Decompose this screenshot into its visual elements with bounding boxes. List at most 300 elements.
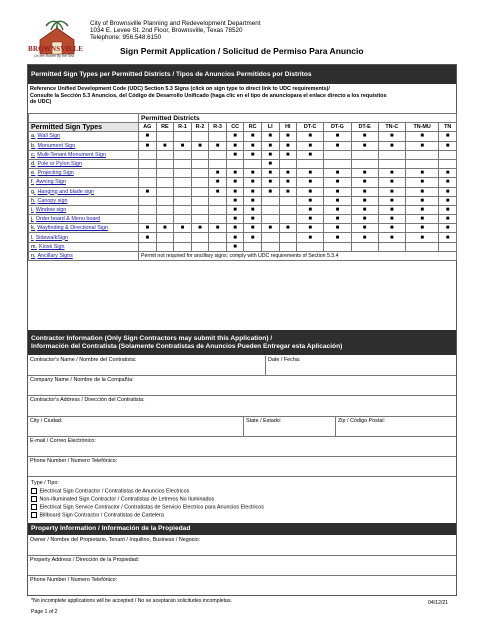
table-row [29, 159, 457, 168]
empty-cell [156, 132, 174, 141]
empty-cell [261, 233, 279, 242]
sign-type-letter: d. [31, 161, 36, 168]
checkbox[interactable] [31, 512, 37, 518]
logo-name: BROWNSVILLE [28, 45, 84, 53]
empty-cell [174, 178, 192, 187]
empty-cell [191, 242, 209, 251]
permitted-mark: ■ [297, 169, 324, 178]
sign-type-link[interactable] [29, 205, 139, 214]
property-address-field[interactable]: Property Address / Dirección de la Propiedad: [28, 556, 456, 576]
empty-cell [439, 159, 457, 168]
permitted-mark: ■ [439, 178, 457, 187]
empty-cell [191, 159, 209, 168]
state-field[interactable]: State / Estado: [243, 417, 335, 437]
district-header-re: RE [156, 123, 174, 132]
sign-type-name: Hanging and blade sign [37, 188, 95, 195]
checkbox[interactable] [31, 504, 37, 510]
permitted-mark: ■ [244, 215, 262, 224]
permitted-mark: ■ [351, 215, 378, 224]
empty-cell [244, 242, 262, 251]
sign-type-link[interactable] [29, 196, 139, 205]
empty-cell [156, 159, 174, 168]
empty-cell [191, 150, 209, 159]
permitted-mark: ■ [261, 150, 279, 159]
permitted-mark: ■ [405, 224, 438, 233]
empty-cell [297, 159, 324, 168]
empty-cell [209, 233, 227, 242]
permitted-mark: ■ [297, 132, 324, 141]
empty-cell [139, 215, 157, 224]
table-row [29, 205, 457, 214]
permitted-mark: ■ [351, 178, 378, 187]
permitted-mark: ■ [297, 196, 324, 205]
permitted-mark: ■ [244, 205, 262, 214]
permitted-mark: ■ [139, 132, 157, 141]
district-header-tn-mu: TN-MU [405, 123, 438, 132]
empty-cell [324, 242, 351, 251]
permitted-mark: ■ [279, 178, 297, 187]
permitted-mark: ■ [191, 224, 209, 233]
reference-line: Consulte la Sección 5.3 Anuncios, del Código de Desarrollo Unificado (haga clic en el tipo de anunciopara el enlace directo a los requisitos [30, 92, 387, 99]
table-row [29, 187, 457, 196]
empty-cell [209, 242, 227, 251]
permitted-mark: ■ [351, 132, 378, 141]
sign-type-name: Order board & Menu board [35, 216, 101, 223]
permitted-mark: ■ [324, 224, 351, 233]
district-header-r-3: R-3 [209, 123, 227, 132]
contractor-section-title: Contractor Information (Only Sign Contractors may submit this Application) / [31, 334, 273, 342]
permitted-mark: ■ [439, 233, 457, 242]
permitted-mark: ■ [405, 187, 438, 196]
permitted-mark: ■ [156, 141, 174, 150]
empty-cell [156, 150, 174, 159]
sign-type-link[interactable] [29, 169, 139, 178]
sign-type-link[interactable] [29, 132, 139, 141]
checkbox[interactable] [31, 496, 37, 502]
permitted-mark: ■ [378, 205, 405, 214]
sign-type-letter: c. [31, 151, 36, 158]
empty-cell [279, 215, 297, 224]
empty-cell [191, 233, 209, 242]
empty-cell [351, 242, 378, 251]
permitted-mark: ■ [279, 187, 297, 196]
permitted-mark: ■ [378, 169, 405, 178]
type-option-electrical[interactable] [31, 488, 189, 495]
logo-tagline: On the Border By the Sea [34, 54, 75, 58]
empty-cell [378, 159, 405, 168]
permitted-mark: ■ [405, 169, 438, 178]
date-field[interactable]: Date / Fecha: [265, 356, 456, 376]
permitted-mark: ■ [139, 224, 157, 233]
type-option-billboard[interactable] [31, 512, 164, 519]
empty-cell [324, 159, 351, 168]
sign-type-link[interactable] [29, 187, 139, 196]
type-option-label: Electrical Sign Contractor / Contratistas de Anuncios Electricos [39, 488, 190, 495]
empty-cell [226, 159, 244, 168]
sign-type-name: Monument Sign [37, 142, 76, 149]
table-row [29, 132, 457, 141]
permitted-mark: ■ [226, 215, 244, 224]
permitted-mark: ■ [405, 141, 438, 150]
sign-type-link[interactable] [29, 150, 139, 159]
permitted-mark: ■ [244, 224, 262, 233]
page-number: Page 1 of 2 [31, 609, 58, 615]
contractor-address-field[interactable]: Contractor's Address / Dirección del Contratista: [28, 396, 456, 417]
permitted-mark: ■ [324, 178, 351, 187]
empty-cell [261, 196, 279, 205]
permitted-mark: ■ [378, 141, 405, 150]
district-header-rc: RC [244, 123, 262, 132]
permitted-mark: ■ [174, 224, 192, 233]
permitted-mark: ■ [378, 187, 405, 196]
empty-cell [139, 169, 157, 178]
reference-line: de UDC) [30, 99, 52, 106]
permitted-mark: ■ [244, 187, 262, 196]
empty-cell [209, 215, 227, 224]
sign-type-letter: l. [31, 234, 34, 241]
permitted-mark: ■ [439, 141, 457, 150]
empty-cell [279, 159, 297, 168]
empty-cell [139, 159, 157, 168]
sign-type-name: Pole or Pylon Sign [37, 161, 82, 168]
permitted-mark: ■ [351, 205, 378, 214]
sign-type-link[interactable] [29, 242, 139, 251]
permitted-mark: ■ [405, 205, 438, 214]
types-column-header: Permitted Sign Types [29, 123, 139, 132]
sign-type-letter: a. [31, 133, 36, 140]
sign-type-name: Wayfinding & Directional Sign [37, 225, 109, 232]
sign-type-link[interactable] [29, 159, 139, 168]
permitted-mark: ■ [139, 233, 157, 242]
type-option-service[interactable] [31, 504, 264, 511]
sign-type-link[interactable] [29, 224, 139, 233]
permitted-mark: ■ [297, 187, 324, 196]
empty-cell [279, 233, 297, 242]
permitted-mark: ■ [405, 215, 438, 224]
empty-cell [244, 159, 262, 168]
permitted-mark: ■ [351, 196, 378, 205]
empty-cell [139, 205, 157, 214]
sign-type-name: Ancillary Signs [37, 252, 73, 259]
district-header-dt-g: DT-G [324, 123, 351, 132]
district-header-hi: HI [279, 123, 297, 132]
city-field[interactable]: City / Ciudad: [28, 417, 243, 437]
dept-line: 1034 E. Levee St. 2nd Floor, Brownsville, Texas 78520 [90, 27, 243, 34]
permitted-mark: ■ [351, 233, 378, 242]
permitted-mark: ■ [439, 187, 457, 196]
permitted-mark: ■ [226, 205, 244, 214]
permitted-mark: ■ [351, 141, 378, 150]
empty-cell [174, 233, 192, 242]
sign-type-letter: e. [31, 170, 36, 177]
permitted-mark: ■ [226, 242, 244, 251]
permitted-mark: ■ [324, 141, 351, 150]
type-option-label: Electrical Sign Service Contractor / Contratistas de Servicio Electrico para Anuncios Electricos [39, 504, 264, 511]
district-header-li: LI [261, 123, 279, 132]
permitted-mark: ■ [261, 132, 279, 141]
sign-type-link[interactable] [29, 178, 139, 187]
table-row [29, 141, 457, 150]
type-label: Type / Tipo: [31, 480, 59, 486]
empty-cell [279, 242, 297, 251]
permitted-mark: ■ [261, 178, 279, 187]
permitted-mark: ■ [297, 215, 324, 224]
empty-cell [439, 150, 457, 159]
permitted-signs-table [28, 113, 457, 261]
permitted-mark: ■ [297, 178, 324, 187]
table-row [29, 224, 457, 233]
district-header-tn-c: TN-C [378, 123, 405, 132]
permitted-mark: ■ [226, 169, 244, 178]
zip-field[interactable]: Zip / Código Postal: [335, 417, 456, 437]
permitted-mark: ■ [378, 196, 405, 205]
districts-group-header: Permitted Districts [139, 114, 457, 123]
contractor-name-field[interactable]: Contractor's Name / Nombre del Contratista: [28, 356, 265, 376]
sign-type-link[interactable] [29, 251, 139, 260]
empty-cell [324, 150, 351, 159]
permitted-mark: ■ [226, 224, 244, 233]
empty-cell [261, 205, 279, 214]
permitted-mark: ■ [324, 132, 351, 141]
permitted-mark: ■ [226, 233, 244, 242]
empty-cell [439, 242, 457, 251]
empty-cell [191, 187, 209, 196]
company-name-field[interactable]: Company Name / Nombre de la Compañía: [28, 376, 456, 396]
table-row-ancillary [29, 251, 457, 260]
empty-cell [191, 169, 209, 178]
permitted-mark: ■ [244, 169, 262, 178]
permitted-mark: ■ [191, 141, 209, 150]
permitted-mark: ■ [279, 132, 297, 141]
table-row [29, 215, 457, 224]
permitted-mark: ■ [351, 169, 378, 178]
empty-cell [191, 205, 209, 214]
district-header-ag: AG [139, 123, 157, 132]
sign-type-name: Multi-Tenant Monument Sign [37, 151, 106, 158]
sign-type-letter: n. [31, 252, 36, 259]
empty-cell [156, 169, 174, 178]
permitted-mark: ■ [297, 141, 324, 150]
empty-cell [378, 150, 405, 159]
permitted-section-title: Permitted Sign Types per Permitted Districts / Tipos de Anuncios Permitidos por Distritos [31, 70, 312, 78]
district-header-r-2: R-2 [191, 123, 209, 132]
permitted-mark: ■ [139, 187, 157, 196]
district-header-dt-c: DT-C [297, 123, 324, 132]
reference-line: Reference Unified Development Code (UDC) Section 5.3 Signs (click on sign type to direct link to UDC requirements)/ [30, 86, 330, 92]
permitted-mark: ■ [378, 224, 405, 233]
permitted-mark: ■ [378, 233, 405, 242]
sign-type-letter: h. [31, 197, 36, 204]
permitted-mark: ■ [405, 178, 438, 187]
permitted-mark: ■ [226, 187, 244, 196]
sign-type-name: Awning Sign [36, 179, 66, 186]
permitted-mark: ■ [324, 215, 351, 224]
permitted-mark: ■ [378, 178, 405, 187]
empty-cell [191, 196, 209, 205]
sign-type-name: Wall Sign [37, 133, 61, 140]
permitted-mark: ■ [244, 178, 262, 187]
permitted-mark: ■ [405, 132, 438, 141]
permitted-mark: ■ [351, 224, 378, 233]
sign-type-name: Kiosk Sign [39, 243, 65, 250]
permitted-mark: ■ [324, 196, 351, 205]
permitted-mark: ■ [279, 169, 297, 178]
permitted-mark: ■ [244, 141, 262, 150]
permitted-mark: ■ [439, 205, 457, 214]
empty-cell [174, 150, 192, 159]
contractor-section-bar [28, 330, 456, 355]
permitted-mark: ■ [324, 205, 351, 214]
permitted-mark: ■ [226, 132, 244, 141]
table-row [29, 150, 457, 159]
district-header-r-1: R-1 [174, 123, 192, 132]
permitted-mark: ■ [439, 224, 457, 233]
sign-type-name: SidewalkSign [35, 234, 69, 241]
empty-cell [261, 242, 279, 251]
empty-cell [191, 178, 209, 187]
permitted-mark: ■ [297, 150, 324, 159]
ancillary-note: Permit not required for ancillary signs; comply with UDC requirements of Section 5.3.4 [139, 251, 457, 260]
revision-date: 04/12/21 [428, 600, 449, 606]
empty-cell [209, 159, 227, 168]
department-info [90, 20, 260, 41]
permitted-mark: ■ [261, 159, 279, 168]
permitted-mark: ■ [209, 187, 227, 196]
permitted-mark: ■ [261, 224, 279, 233]
empty-cell [174, 215, 192, 224]
property-phone-field[interactable]: Phone Number / Numero Telefónico: [30, 577, 118, 583]
empty-cell [156, 242, 174, 251]
permitted-mark: ■ [439, 196, 457, 205]
sign-type-letter: b. [31, 142, 36, 149]
permitted-mark: ■ [405, 196, 438, 205]
dept-line: Telephone: 956.548.6150 [90, 34, 162, 41]
contractor-section-title-es: Información del Contratista (Solamente Contratistas de Anuncios Pueden Entregar esta Aplicación) [31, 342, 343, 350]
type-option-label: Billboard Sign Contractor / Contratistas de Cartelera [39, 512, 164, 519]
permitted-mark: ■ [244, 196, 262, 205]
owner-field[interactable]: Owner / Nombre del Propietario, Tenant / Inquilino, Business / Negocio: [28, 536, 456, 556]
sign-type-letter: g. [31, 188, 36, 195]
type-option-non-illuminated[interactable] [31, 496, 214, 503]
empty-cell [405, 159, 438, 168]
empty-cell [209, 205, 227, 214]
empty-cell [378, 242, 405, 251]
district-header-dt-e: DT-E [351, 123, 378, 132]
permitted-mark: ■ [139, 141, 157, 150]
empty-cell [174, 169, 192, 178]
sign-type-letter: f. [31, 179, 34, 186]
empty-cell [174, 242, 192, 251]
sign-type-link[interactable] [29, 233, 139, 242]
empty-cell [351, 159, 378, 168]
permitted-mark: ■ [261, 187, 279, 196]
permitted-mark: ■ [226, 196, 244, 205]
permitted-mark: ■ [209, 141, 227, 150]
sign-type-letter: k. [31, 225, 36, 232]
empty-cell [191, 132, 209, 141]
permitted-mark: ■ [439, 132, 457, 141]
empty-cell [174, 132, 192, 141]
sign-type-link[interactable] [29, 141, 139, 150]
empty-cell [156, 196, 174, 205]
permitted-mark: ■ [261, 141, 279, 150]
permitted-mark: ■ [351, 187, 378, 196]
table-row [29, 196, 457, 205]
email-field[interactable]: E-mail / Correo Electrónico: [28, 437, 456, 457]
sign-type-letter: j. [31, 216, 34, 223]
empty-cell [156, 205, 174, 214]
permitted-mark: ■ [439, 215, 457, 224]
empty-cell [174, 187, 192, 196]
table-row [29, 178, 457, 187]
empty-cell [139, 242, 157, 251]
permitted-mark: ■ [226, 150, 244, 159]
district-header-cc: CC [226, 123, 244, 132]
permitted-mark: ■ [297, 224, 324, 233]
contractor-phone-field[interactable]: Phone Number / Numero Telefónico: [28, 457, 456, 477]
sign-type-name: Window sign [35, 206, 67, 213]
type-option-label: Non-Illuminated Sign Contractor / Contratistas de Letreros No Iluminados [39, 496, 215, 503]
permitted-mark: ■ [209, 178, 227, 187]
permitted-mark: ■ [378, 132, 405, 141]
empty-cell [191, 215, 209, 224]
types-header-spacer [29, 114, 139, 123]
empty-cell [139, 150, 157, 159]
empty-cell [139, 196, 157, 205]
dept-line: City of Brownsville Planning and Redevelopment Department [90, 20, 261, 27]
empty-cell [297, 242, 324, 251]
empty-cell [156, 178, 174, 187]
permitted-mark: ■ [297, 233, 324, 242]
empty-cell [405, 242, 438, 251]
permitted-mark: ■ [244, 233, 262, 242]
permitted-mark: ■ [174, 141, 192, 150]
permitted-mark: ■ [279, 150, 297, 159]
permitted-mark: ■ [209, 224, 227, 233]
empty-cell [156, 187, 174, 196]
permitted-mark: ■ [279, 224, 297, 233]
permitted-mark: ■ [261, 169, 279, 178]
permitted-mark: ■ [226, 178, 244, 187]
udc-reference [30, 86, 454, 106]
property-section-bar [28, 523, 456, 535]
permitted-mark: ■ [324, 233, 351, 242]
empty-cell [174, 205, 192, 214]
page-title: Sign Permit Application / Solicitud de Permiso Para Anuncio [120, 46, 364, 56]
permitted-mark: ■ [378, 215, 405, 224]
permitted-mark: ■ [324, 187, 351, 196]
property-section-title: Property Information / Información de la Propiedad [31, 525, 191, 532]
empty-cell [156, 215, 174, 224]
sign-type-name: Canopy sign [37, 197, 68, 204]
empty-cell [405, 150, 438, 159]
checkbox[interactable] [31, 488, 37, 494]
sign-type-link[interactable] [29, 215, 139, 224]
permitted-section-bar [28, 65, 456, 84]
permitted-mark: ■ [209, 169, 227, 178]
empty-cell [351, 150, 378, 159]
permitted-mark: ■ [244, 132, 262, 141]
permitted-mark: ■ [279, 141, 297, 150]
permitted-mark: ■ [405, 233, 438, 242]
permitted-mark: ■ [297, 205, 324, 214]
permitted-mark: ■ [226, 141, 244, 150]
district-header-tn: TN [439, 123, 457, 132]
table-row [29, 233, 457, 242]
sign-type-letter: i. [31, 206, 34, 213]
empty-cell [209, 196, 227, 205]
table-row [29, 242, 457, 251]
